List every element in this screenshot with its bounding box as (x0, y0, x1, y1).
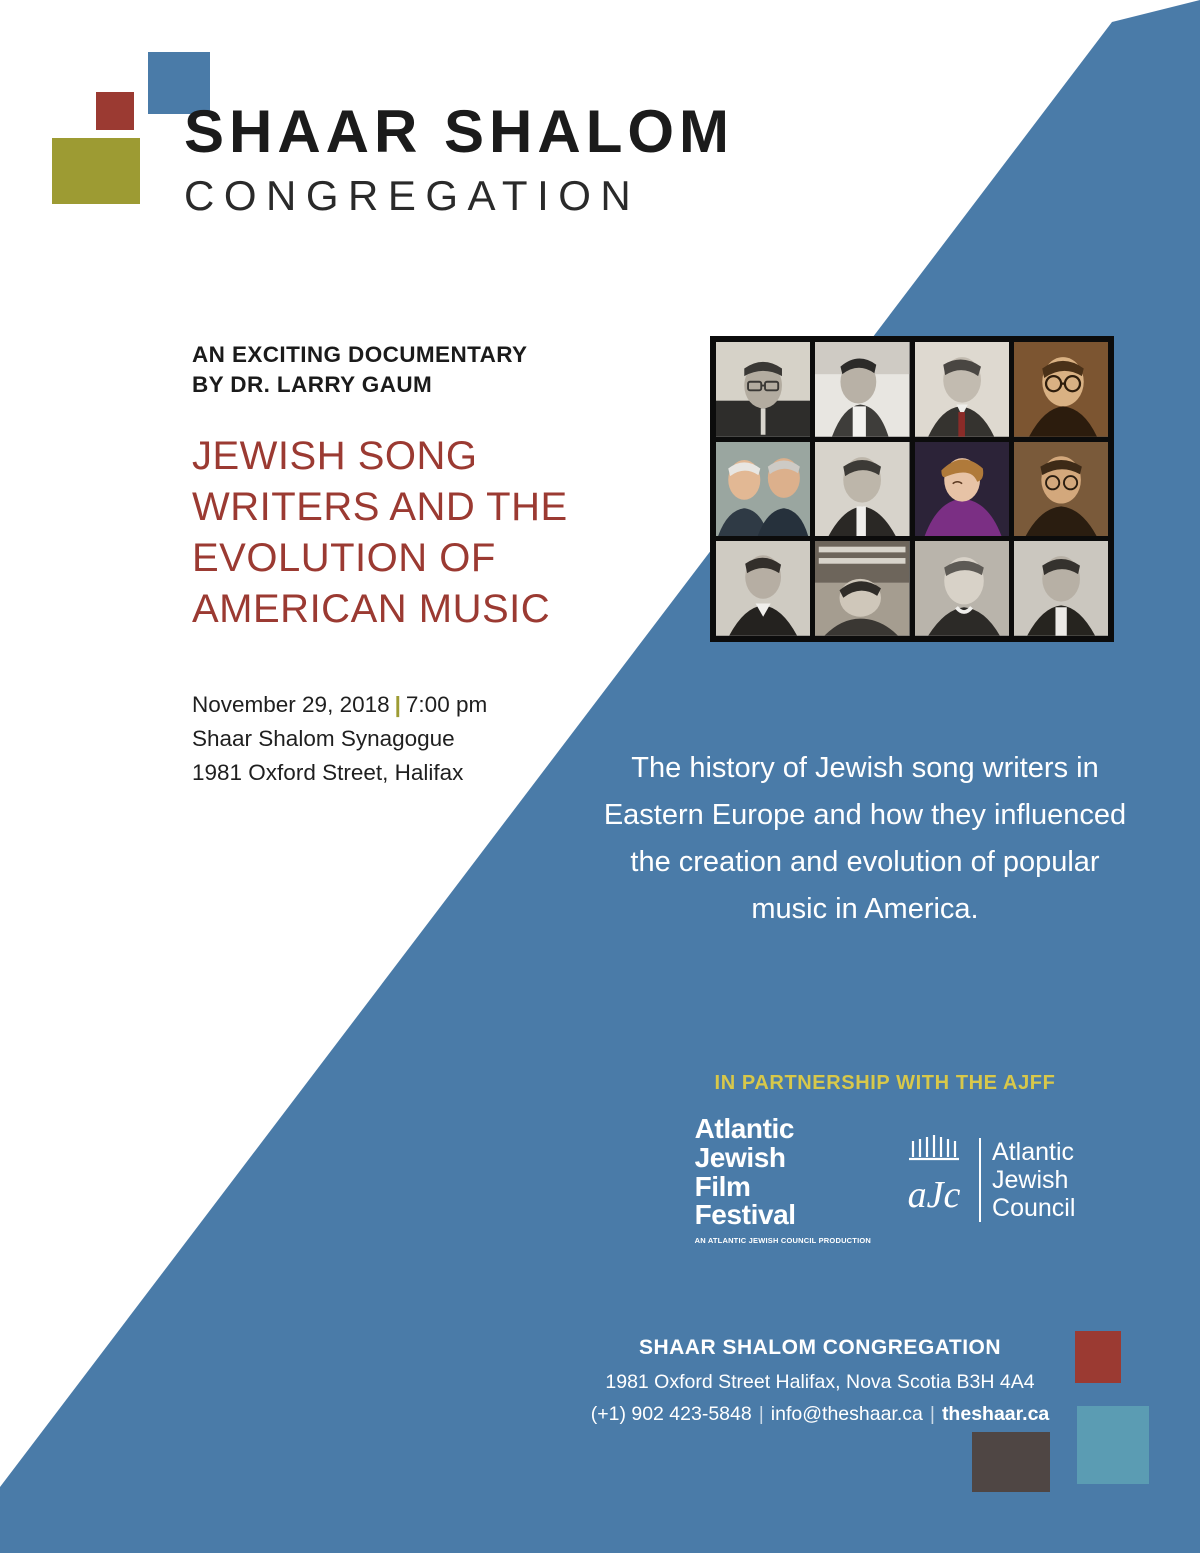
portrait-6-image (815, 442, 909, 537)
menorah-monogram-icon (899, 1135, 969, 1225)
collage-cell-8 (1014, 442, 1108, 537)
ajff-line-2: Jewish (694, 1141, 786, 1173)
ajc-monogram-text: aJc (907, 1174, 961, 1216)
ajc-line-3: Council (992, 1194, 1076, 1222)
footer-website[interactable]: theshaar.ca (941, 1403, 1050, 1425)
ajc-wordmark (979, 1138, 1075, 1222)
portrait-4-image (1014, 342, 1108, 437)
footer-separator-1: | (758, 1403, 764, 1425)
datetime-divider: | (394, 691, 401, 717)
organization-wordmark (184, 100, 734, 221)
ajff-tagline: AN ATLANTIC JEWISH COUNCIL PRODUCTION (694, 1236, 872, 1246)
footer-phone[interactable]: (+1) 902 423-5848 (590, 1403, 752, 1425)
portrait-8-image (1014, 442, 1108, 537)
collage-cell-7 (915, 442, 1009, 537)
ajc-line-2: Jewish (992, 1166, 1069, 1194)
ajc-logo (899, 1135, 1075, 1225)
collage-cell-11 (915, 541, 1009, 636)
event-kicker (192, 340, 662, 401)
event-venue: Shaar Shalom Synagogue (192, 725, 455, 751)
film-description: The history of Jewish song writers in Eastern Europe and how they influenced the creation and evolution of popular music in America. (603, 752, 1127, 925)
event-details (192, 688, 662, 791)
photo-collage (710, 336, 1114, 642)
collage-cell-5 (716, 442, 810, 537)
portrait-1-image (716, 342, 810, 437)
footer-contact (520, 1403, 1120, 1426)
film-title: JEWISH SONG WRITERS AND THE EVOLUTION OF AMERICAN MUSIC (192, 433, 568, 632)
logo-square-red (96, 92, 134, 130)
event-date: November 29, 2018 (192, 691, 390, 717)
wordmark-line-2: CONGREGATION (184, 172, 641, 219)
collage-cell-12 (1014, 541, 1108, 636)
portrait-5-image (716, 442, 810, 537)
event-datetime-line (192, 688, 662, 722)
footer-square-gray (972, 1432, 1050, 1492)
collage-cell-2 (815, 342, 909, 437)
portrait-3-image (915, 342, 1009, 437)
portrait-7-image (915, 442, 1009, 537)
portrait-9-image (716, 541, 810, 636)
collage-cell-6 (815, 442, 909, 537)
event-info-column (192, 340, 662, 790)
ajff-line-3: Film (694, 1170, 751, 1202)
footer-email[interactable]: info@theshaar.ca (770, 1403, 923, 1425)
footer-separator-2: | (929, 1403, 935, 1425)
collage-cell-9 (716, 541, 810, 636)
partnership-label: IN PARTNERSHIP WITH THE AJFF (714, 1072, 1056, 1094)
footer-organization: SHAAR SHALOM CONGREGATION (638, 1336, 1002, 1359)
portrait-10-image (815, 541, 909, 636)
ajc-line-1: Atlantic (992, 1138, 1075, 1166)
portrait-11-image (915, 541, 1009, 636)
event-kicker-line-1: AN EXCITING DOCUMENTARY (192, 342, 528, 367)
event-time: 7:00 pm (405, 691, 488, 717)
collage-cell-3 (915, 342, 1009, 437)
ajff-line-4: Festival (694, 1199, 796, 1231)
partner-logos (640, 1110, 1130, 1250)
portrait-12-image (1014, 541, 1108, 636)
footer-square-red (1075, 1331, 1121, 1383)
ajff-logo (694, 1112, 872, 1246)
logo-square-olive (52, 138, 140, 204)
collage-cell-1 (716, 342, 810, 437)
collage-cell-10 (815, 541, 909, 636)
footer-square-teal (1077, 1406, 1149, 1484)
portrait-2-image (815, 342, 909, 437)
event-address: 1981 Oxford Street, Halifax (192, 759, 464, 785)
collage-cell-4 (1014, 342, 1108, 437)
ajff-line-1: Atlantic (694, 1112, 795, 1144)
footer (520, 1336, 1120, 1426)
event-kicker-line-2: BY DR. LARRY GAUM (192, 372, 433, 398)
wordmark-line-1: SHAAR SHALOM (184, 98, 734, 165)
footer-address: 1981 Oxford Street Halifax, Nova Scotia B3H 4A4 (605, 1371, 1035, 1393)
